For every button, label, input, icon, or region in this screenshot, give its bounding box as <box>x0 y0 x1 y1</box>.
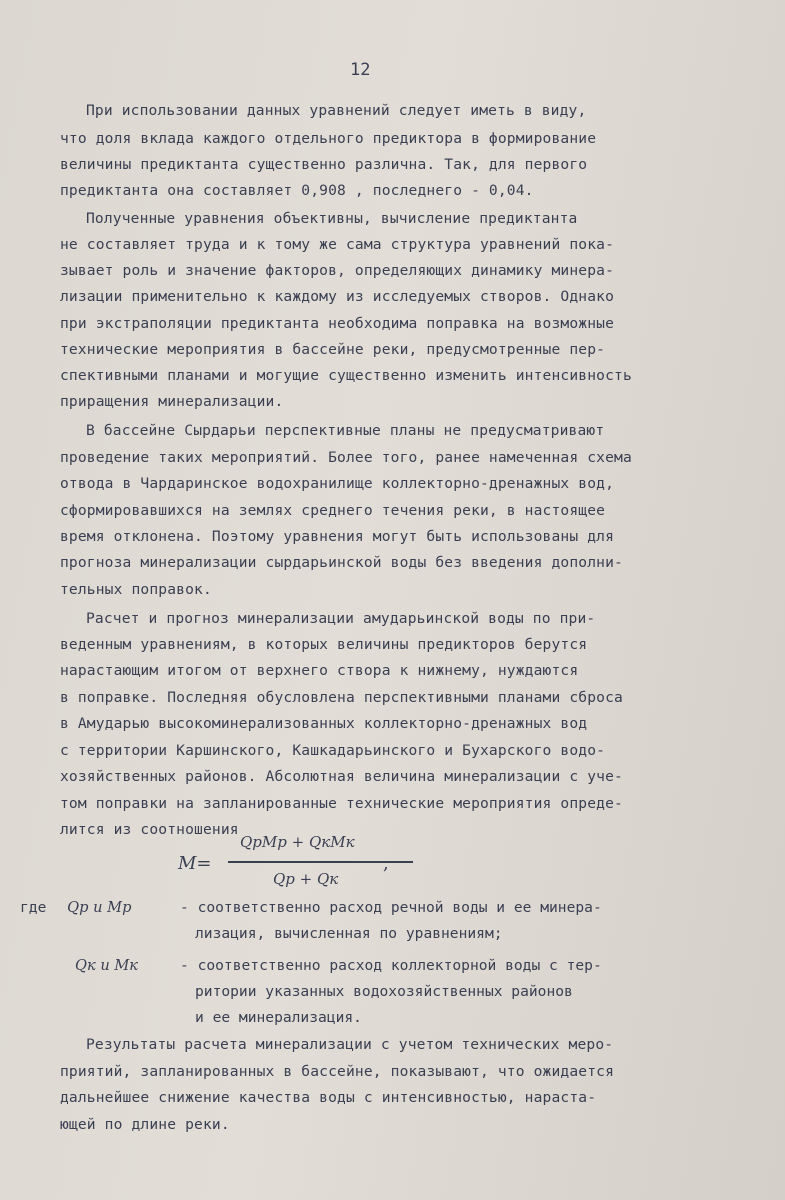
paragraph-5-line: дальнейшее снижение качества воды с интенсивностью, нараста- <box>60 1089 597 1106</box>
paragraph-3-line: время отклонена. Поэтому уравнения могут быть использованы для <box>60 528 615 545</box>
definition-symbols <box>75 953 138 979</box>
paragraph-4-line: лится из соотношения <box>60 821 239 838</box>
paragraph-2-line: технические мероприятия в бассейне реки, предусмотренные пер- <box>60 341 606 358</box>
paragraph-2-line: спективными планами и могущие существенно изменить интенсивность <box>60 367 632 384</box>
definition-symbol: Qк и Mк <box>75 957 139 974</box>
definition-text: и ее минерализация. <box>195 1009 362 1026</box>
definition-row <box>20 895 720 921</box>
definition-row <box>20 921 720 947</box>
definition-row <box>20 953 720 979</box>
paragraph-2-line: при экстраполяции предиктанта необходима поправка на возможные <box>60 315 615 332</box>
paragraph-3-line: прогноза минерализации сырдарьинской воды без введения дополни- <box>60 554 623 571</box>
definition-prefix: где <box>20 899 47 916</box>
mineralization-formula <box>178 828 438 903</box>
definition-row <box>20 1005 720 1031</box>
paragraph-5-line: приятий, запланированных в бассейне, показывают, что ожидается <box>60 1063 615 1080</box>
paragraph-4-line: том поправки на запланированные технические мероприятия опреде- <box>60 795 623 812</box>
paragraph-4-line: хозяйственных районов. Абсолютная величина минерализации с уче- <box>60 768 623 785</box>
paragraph-2-line: лизации применительно к каждому из исследуемых створов. Однако <box>60 288 615 305</box>
paragraph-3-line: В бассейне Сырдарьи перспективные планы не предусматривают <box>86 422 605 439</box>
paragraph-3-line: проведение таких мероприятий. Более того, ранее намеченная схема <box>60 449 632 466</box>
paragraph-3-line: сформировавшихся на землях среднего течения реки, в настоящее <box>60 502 606 519</box>
definition-row <box>20 979 720 1005</box>
definition-text: - соответственно расход коллекторной воды с тер- <box>180 957 602 974</box>
paragraph-4-line: в Амударью высокоминерализованных коллекторно-дренажных вод <box>60 715 588 732</box>
paragraph-5-line: ющей по длине реки. <box>60 1116 230 1133</box>
paragraph-1-line: что доля вклада каждого отдельного предиктора в формирование <box>60 130 597 147</box>
formula-numerator: QрMр + QкMк <box>240 833 355 851</box>
definition-symbol: Qр и Mр <box>67 899 132 916</box>
definition-text: - соответственно расход речной воды и ее минера- <box>180 899 602 916</box>
paragraph-3-line: тельных поправок. <box>60 581 212 598</box>
formula-lhs: M= <box>178 853 212 874</box>
variable-definitions <box>20 895 720 1031</box>
paragraph-4-line: в поправке. Последняя обусловлена перспективными планами сброса <box>60 689 623 706</box>
paragraph-2-line: зывает роль и значение факторов, определяющих динамику минера- <box>60 262 615 279</box>
definition-text: лизация, вычисленная по уравнениям; <box>195 925 503 942</box>
paragraph-3-line: отвода в Чардаринское водохранилище коллекторно-дренажных вод, <box>60 475 615 492</box>
paragraph-4-line: нарастающим итогом от верхнего створа к нижнему, нуждаются <box>60 662 579 679</box>
formula-denominator: Qр + Qк <box>273 870 339 888</box>
paragraph-5-line: Результаты расчета минерализации с учетом технических меро- <box>86 1036 614 1053</box>
paragraph-2-line: Полученные уравнения объективны, вычисление предиктанта <box>86 210 578 227</box>
paragraph-4-line: с территории Каршинского, Кашкадарьинского и Бухарского водо- <box>60 742 606 759</box>
paragraph-2-line: приращения минерализации. <box>60 393 284 410</box>
paragraph-1-line: предиктанта она составляет 0,908 , последнего - 0,04. <box>60 182 534 199</box>
definition-symbols <box>20 895 131 921</box>
paragraph-1-line: величины предиктанта существенно различна. Так, для первого <box>60 156 588 173</box>
paragraph-4-line: веденным уравнениям, в которых величины предикторов берутся <box>60 636 588 653</box>
paragraph-4-line: Расчет и прогноз минерализации амударьинской воды по при- <box>86 610 596 627</box>
definition-text: ритории указанных водохозяйственных районов <box>195 983 573 1000</box>
formula-comma: , <box>383 853 389 874</box>
paragraph-2-line: не составляет труда и к тому же сама структура уравнений пока- <box>60 236 615 253</box>
paragraph-1-line: При использовании данных уравнений следует иметь в виду, <box>86 102 587 119</box>
page-number: 12 <box>350 60 371 80</box>
